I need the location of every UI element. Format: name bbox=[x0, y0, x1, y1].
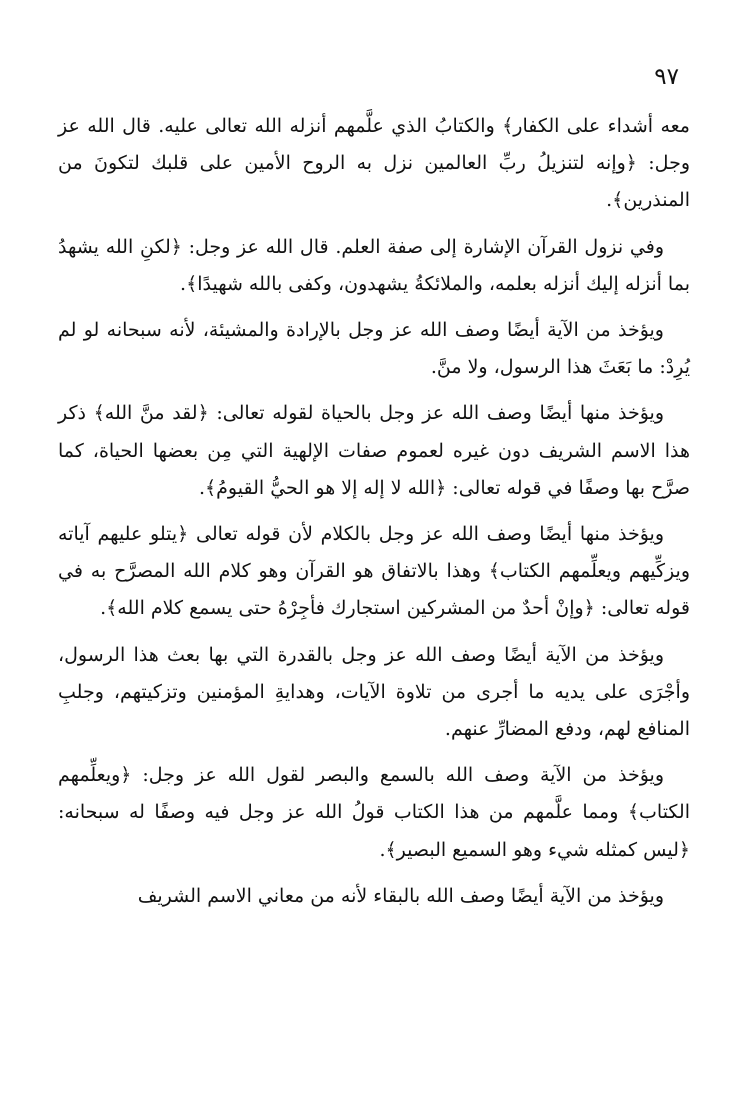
paragraph: ويؤخذ من الآية أيضًا وصف الله عز وجل بالقدرة التي بها بعث هذا الرسول، وأجْرَى على يديه ما أجرى من تلاوة الآيات، وهدايةِ المؤمنين وتزكيتهم، وجلبِ المنافع لهم، ودفع المضارِّ عنهم. bbox=[58, 643, 690, 741]
paragraph: معه أشداء على الكفار﴾ والكتابُ الذي علَّمهم أنزله الله تعالى عليه. قال الله عز وجل: ﴿وإنه لتنزيلُ ربِّ العالمين نزل به الروح الأمين على قلبك لتكونَ من المنذرين﴾. bbox=[58, 115, 690, 212]
paragraph: ويؤخذ من الآية أيضًا وصف الله عز وجل بالإرادة والمشيئة، لأنه سبحانه لو لم يُرِدْ: ما بَعَثَ هذا الرسول، ولا منَّ. bbox=[58, 319, 690, 379]
page-number: ٩٧ bbox=[654, 64, 679, 90]
paragraph: ويؤخذ من الآية وصف الله بالسمع والبصر لقول الله عز وجل: ﴿ويعلِّمهم الكتاب﴾ ومما علَّمهم من هذا الكتاب قولُ الله عز وجل فيه وصفًا له سبحانه: ﴿ليس كمثله شيء وهو السميع البصير﴾. bbox=[58, 764, 690, 861]
paragraph: وفي نزول القرآن الإشارة إلى صفة العلم. قال الله عز وجل: ﴿لكنِ الله يشهدُ بما أنزله إليك أنزله بعلمه، والملائكةُ يشهدون، وكفى بالله شهيدًا﴾. bbox=[58, 235, 690, 295]
paragraph: ويؤخذ منها أيضًا وصف الله عز وجل بالكلام لأن قوله تعالى ﴿يتلو عليهم آياته ويزكِّيهم ويعلِّمهم الكتاب﴾ وهذا بالاتفاق هو القرآن وهو كلام الله المصرَّح به في قوله تعالى: ﴿وإنْ أحدٌ من المشركين استجارك فأجِرْهُ حتى يسمع كلام الله﴾. bbox=[58, 523, 690, 620]
body-text bbox=[58, 108, 690, 924]
paragraph: ويؤخذ منها أيضًا وصف الله عز وجل بالحياة لقوله تعالى: ﴿لقد منَّ الله﴾ ذكر هذا الاسم الشريف دون غيره لعموم صفات الإلهية التي مِن بعضها الحياة، كما صرَّح بها وصفًا في قوله تعالى: ﴿الله لا إله إلا هو الحيُّ القيومُ﴾. bbox=[58, 402, 690, 499]
paragraph: ويؤخذ من الآية أيضًا وصف الله بالبقاء لأنه من معاني الاسم الشريف bbox=[137, 884, 664, 907]
